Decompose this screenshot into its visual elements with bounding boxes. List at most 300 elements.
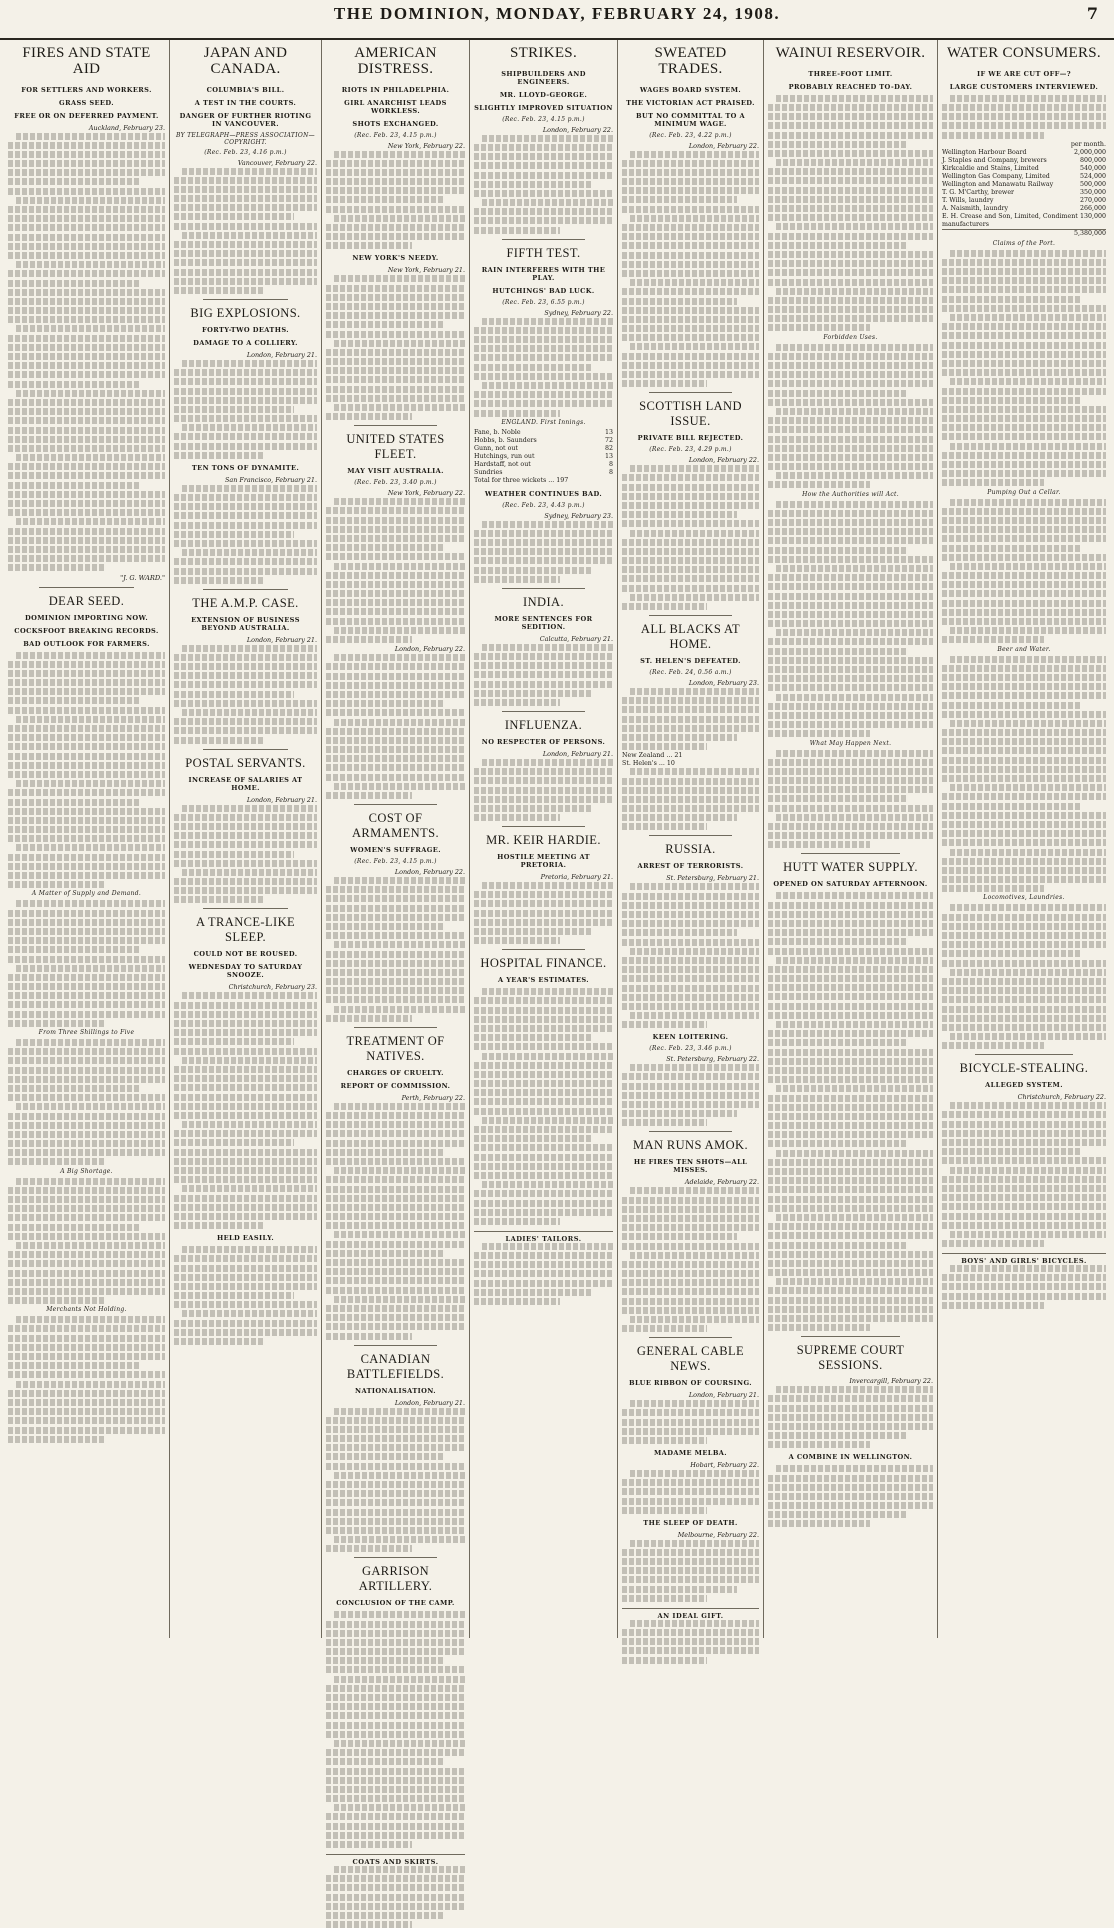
text-line bbox=[622, 893, 759, 900]
text-line bbox=[326, 1259, 465, 1266]
text-line bbox=[768, 593, 933, 600]
text-line bbox=[768, 1242, 907, 1249]
text-line bbox=[326, 691, 465, 698]
text-line bbox=[768, 712, 933, 719]
text-line bbox=[942, 1130, 1106, 1137]
text-line bbox=[174, 204, 317, 211]
text-line bbox=[942, 609, 1106, 616]
text-line bbox=[768, 1520, 870, 1527]
dateline: Sydney, February 22. bbox=[544, 308, 613, 317]
text-line bbox=[768, 1306, 933, 1313]
subheadline: NO RESPECTER OF PERSONS. bbox=[481, 737, 606, 746]
subheadline: THE SLEEP OF DEATH. bbox=[643, 1518, 738, 1527]
text-line bbox=[174, 832, 317, 839]
consumer-row bbox=[942, 165, 1106, 173]
text-line bbox=[174, 287, 263, 294]
text-line bbox=[8, 1214, 165, 1221]
text-line bbox=[174, 896, 263, 903]
article-body bbox=[768, 344, 933, 489]
article-headline: FIFTH TEST. bbox=[506, 245, 581, 260]
article-headline: HOSPITAL FINANCE. bbox=[480, 956, 607, 971]
text-line bbox=[776, 892, 933, 899]
text-line bbox=[942, 581, 1106, 588]
text-line bbox=[326, 1426, 465, 1433]
text-line bbox=[942, 1176, 1106, 1183]
text-line bbox=[768, 1196, 933, 1203]
text-line bbox=[768, 279, 933, 286]
article-body bbox=[326, 654, 465, 799]
text-line bbox=[474, 805, 591, 812]
text-line bbox=[174, 452, 263, 459]
text-line bbox=[630, 279, 759, 286]
text-line bbox=[326, 224, 465, 231]
text-line bbox=[942, 104, 1106, 111]
text-line bbox=[326, 413, 412, 420]
dateline: London, February 21. bbox=[542, 749, 613, 758]
column-water-consumers bbox=[938, 40, 1110, 1638]
text-line bbox=[8, 270, 165, 277]
text-line bbox=[768, 315, 933, 322]
text-line bbox=[768, 768, 933, 775]
text-line bbox=[334, 1472, 465, 1479]
text-line bbox=[174, 878, 317, 885]
text-line bbox=[768, 399, 933, 406]
text-line bbox=[950, 1102, 1106, 1109]
text-line bbox=[326, 1921, 412, 1928]
text-line bbox=[8, 1158, 105, 1165]
column-headline: AMERICAN DISTRESS. bbox=[354, 45, 437, 77]
text-line bbox=[622, 474, 759, 481]
text-line bbox=[630, 883, 759, 890]
text-line bbox=[630, 1316, 759, 1323]
text-line bbox=[326, 700, 443, 707]
text-line bbox=[768, 1003, 933, 1010]
text-line bbox=[768, 823, 933, 830]
dateline: London, February 21. bbox=[688, 1391, 759, 1400]
subheadline: OPENED ON SATURDAY AFTERNOON. bbox=[773, 880, 928, 889]
text-line bbox=[174, 223, 317, 230]
text-line bbox=[768, 1012, 933, 1019]
text-line bbox=[334, 877, 465, 884]
text-line bbox=[334, 719, 465, 726]
text-line bbox=[326, 764, 465, 771]
text-line bbox=[622, 1073, 759, 1080]
subheadline: A YEAR'S ESTIMATES. bbox=[497, 976, 589, 985]
section-heading: MR. LLOYD-GEORGE. bbox=[499, 90, 588, 99]
text-line bbox=[622, 224, 759, 231]
article-body bbox=[8, 1039, 165, 1165]
dateline: London, February 22. bbox=[394, 645, 465, 654]
article-body bbox=[326, 877, 465, 1022]
column-strikes bbox=[470, 40, 618, 1638]
text-line bbox=[482, 882, 613, 889]
text-line bbox=[768, 1432, 907, 1439]
text-line bbox=[326, 1015, 412, 1022]
text-line bbox=[622, 796, 759, 803]
text-line bbox=[768, 638, 933, 645]
text-line bbox=[768, 1131, 933, 1138]
text-line bbox=[334, 1866, 465, 1873]
text-line bbox=[630, 948, 759, 955]
text-line bbox=[942, 711, 1106, 718]
text-line bbox=[474, 1163, 613, 1170]
dateline: Melbourne, February 22. bbox=[677, 1530, 759, 1539]
dateline: Pretoria, February 21. bbox=[540, 873, 613, 882]
subheadline: THREE-FOOT LIMIT. bbox=[808, 69, 893, 78]
text-line bbox=[326, 321, 443, 328]
text-line bbox=[8, 289, 165, 296]
text-line bbox=[768, 417, 933, 424]
received-time: (Rec. Feb. 23, 4.22 p.m.) bbox=[649, 131, 732, 139]
text-line bbox=[326, 728, 465, 735]
text-line bbox=[326, 960, 465, 967]
article-headline: POSTAL SERVANTS. bbox=[185, 755, 306, 770]
text-line bbox=[942, 1015, 1106, 1022]
text-line bbox=[8, 1371, 165, 1378]
text-line bbox=[326, 312, 465, 319]
text-line bbox=[942, 360, 1106, 367]
text-line bbox=[334, 1408, 465, 1415]
text-line bbox=[326, 1832, 465, 1839]
text-line bbox=[474, 227, 560, 234]
text-line bbox=[334, 1006, 465, 1013]
text-line bbox=[174, 1158, 317, 1165]
text-line bbox=[950, 1231, 1106, 1238]
text-line bbox=[622, 1233, 737, 1240]
dateline: San Francisco, February 21. bbox=[225, 475, 317, 484]
text-line bbox=[8, 670, 165, 677]
text-line bbox=[334, 627, 465, 634]
text-line bbox=[8, 445, 165, 452]
article-body bbox=[622, 151, 759, 388]
text-line bbox=[768, 1030, 933, 1037]
text-line bbox=[622, 548, 759, 555]
text-line bbox=[182, 992, 317, 999]
text-line bbox=[334, 1167, 465, 1174]
text-line bbox=[16, 844, 165, 851]
subheadline: CHARGES OF CRUELTY. bbox=[347, 1068, 444, 1077]
article-body bbox=[8, 652, 165, 889]
text-line bbox=[474, 1144, 613, 1151]
text-line bbox=[776, 95, 933, 102]
text-line bbox=[942, 1157, 1106, 1164]
text-line bbox=[326, 1823, 465, 1830]
text-line bbox=[474, 1209, 613, 1216]
text-line bbox=[174, 1139, 294, 1146]
text-line bbox=[474, 919, 613, 926]
text-line bbox=[482, 644, 613, 651]
text-line bbox=[622, 325, 759, 332]
text-line bbox=[942, 1240, 1044, 1247]
ad-body bbox=[474, 1243, 613, 1305]
text-line bbox=[8, 1067, 165, 1074]
text-line bbox=[768, 537, 933, 544]
article-body bbox=[8, 133, 165, 572]
text-line bbox=[174, 681, 317, 688]
text-line bbox=[768, 1186, 933, 1193]
text-line bbox=[622, 1243, 759, 1250]
text-line bbox=[174, 1283, 317, 1290]
article-body bbox=[768, 95, 933, 332]
text-line bbox=[8, 1205, 165, 1212]
text-line bbox=[942, 803, 1080, 810]
text-line bbox=[768, 1168, 933, 1175]
column-headline: SWEATED TRADES. bbox=[654, 45, 727, 77]
text-line bbox=[768, 920, 933, 927]
subheadline: MADAME MELBA. bbox=[653, 1448, 727, 1457]
batsman-name: Hutchings, run out bbox=[474, 452, 535, 460]
score-new-zealand: New Zealand ... 21 bbox=[622, 752, 683, 760]
text-line bbox=[942, 839, 1106, 846]
text-line bbox=[474, 1108, 613, 1115]
text-line bbox=[768, 445, 933, 452]
article-headline: THE A.M.P. CASE. bbox=[192, 595, 299, 610]
text-line bbox=[8, 872, 165, 879]
text-line bbox=[768, 510, 933, 517]
text-line bbox=[8, 160, 165, 167]
text-line bbox=[942, 932, 1106, 939]
text-line bbox=[474, 1280, 613, 1287]
text-line bbox=[768, 902, 933, 909]
text-line bbox=[326, 599, 465, 606]
text-line bbox=[8, 546, 165, 553]
text-line bbox=[768, 1113, 933, 1120]
subheadline: COLUMBIA'S BILL. bbox=[206, 85, 285, 94]
text-line bbox=[622, 1567, 759, 1574]
text-line bbox=[8, 169, 165, 176]
text-line bbox=[326, 792, 412, 799]
subsection-heading: Pumping Out a Cellar. bbox=[987, 488, 1061, 496]
text-line bbox=[768, 911, 933, 918]
text-line bbox=[474, 787, 613, 794]
text-line bbox=[326, 1490, 465, 1497]
text-line bbox=[768, 1140, 907, 1147]
text-line bbox=[8, 298, 165, 305]
text-line bbox=[622, 1307, 759, 1314]
article-headline: HUTT WATER SUPPLY. bbox=[783, 860, 918, 875]
text-line bbox=[182, 869, 317, 876]
text-line bbox=[630, 1064, 759, 1071]
consumer-gallons: 270,000 bbox=[1079, 196, 1106, 204]
lead-heading: BUT NO COMMITTAL TO A MINIMUM WAGE. bbox=[636, 111, 745, 128]
text-line bbox=[622, 585, 759, 592]
subsection-heading: Forbidden Uses. bbox=[823, 333, 878, 341]
consumer-row bbox=[942, 197, 1106, 205]
subheadline: DOMINION IMPORTING NOW. bbox=[24, 613, 149, 622]
text-line bbox=[8, 789, 165, 796]
text-line bbox=[942, 923, 1106, 930]
text-line bbox=[622, 1586, 737, 1593]
text-line bbox=[942, 1121, 1106, 1128]
scorecard-row bbox=[474, 469, 613, 477]
article-body bbox=[326, 1408, 465, 1553]
ad-body bbox=[942, 1265, 1106, 1309]
text-line bbox=[326, 1722, 465, 1729]
batsman-name: Hardstaff, not out bbox=[474, 460, 531, 468]
text-line bbox=[8, 974, 165, 981]
text-line bbox=[474, 557, 613, 564]
text-line bbox=[474, 1298, 560, 1305]
text-line bbox=[8, 753, 165, 760]
text-line bbox=[174, 568, 317, 575]
text-line bbox=[474, 1034, 591, 1041]
text-line bbox=[8, 946, 140, 953]
text-line bbox=[174, 1038, 294, 1045]
text-line bbox=[630, 768, 759, 775]
text-line bbox=[768, 214, 933, 221]
text-line bbox=[326, 1323, 465, 1330]
text-line bbox=[474, 1200, 613, 1207]
text-line bbox=[326, 1213, 465, 1220]
text-line bbox=[16, 261, 165, 268]
text-line bbox=[16, 454, 165, 461]
article-headline: TREATMENT OF NATIVES. bbox=[346, 1033, 445, 1063]
text-line bbox=[326, 395, 465, 402]
text-line bbox=[16, 900, 165, 907]
text-line bbox=[474, 410, 560, 417]
text-line bbox=[622, 307, 759, 314]
dateline: London, February 22. bbox=[688, 456, 759, 465]
dateline: Invercargill, February 22. bbox=[849, 1377, 933, 1386]
text-line bbox=[942, 369, 1106, 376]
text-line bbox=[16, 965, 165, 972]
text-line bbox=[474, 336, 613, 343]
subsection-heading: Locomotives, Laundries. bbox=[983, 894, 1065, 902]
text-line bbox=[326, 1795, 465, 1802]
text-line bbox=[326, 517, 465, 524]
text-line bbox=[182, 1310, 317, 1317]
consumer-gallons: 266,000 bbox=[1079, 204, 1106, 212]
text-line bbox=[622, 787, 759, 794]
subheadline: A COMBINE IN WELLINGTON. bbox=[788, 1453, 913, 1462]
text-line bbox=[326, 1121, 465, 1128]
text-line bbox=[768, 132, 933, 139]
text-line bbox=[174, 1103, 317, 1110]
text-line bbox=[8, 1187, 165, 1194]
text-line bbox=[942, 526, 1106, 533]
text-line bbox=[174, 241, 317, 248]
text-line bbox=[8, 463, 165, 470]
text-line bbox=[8, 1140, 165, 1147]
text-line bbox=[326, 914, 465, 921]
text-line bbox=[942, 433, 1106, 440]
text-line bbox=[326, 1731, 465, 1738]
text-line bbox=[768, 528, 933, 535]
text-line bbox=[942, 1042, 1044, 1049]
text-line bbox=[174, 841, 317, 848]
text-line bbox=[942, 1213, 1106, 1220]
text-line bbox=[622, 975, 759, 982]
text-line bbox=[182, 360, 317, 367]
text-line bbox=[474, 153, 613, 160]
text-line bbox=[326, 1768, 465, 1775]
text-line bbox=[8, 316, 165, 323]
text-line bbox=[768, 463, 933, 470]
article-body bbox=[8, 900, 165, 1026]
text-line bbox=[768, 1104, 933, 1111]
text-line bbox=[326, 1287, 465, 1294]
lead-heading: DANGER OF FURTHER RIOTING IN VANCOUVER. bbox=[179, 111, 312, 128]
text-line bbox=[326, 1204, 465, 1211]
text-line bbox=[622, 716, 759, 723]
text-line bbox=[474, 1007, 613, 1014]
text-line bbox=[326, 233, 465, 240]
ad-body bbox=[622, 1620, 759, 1664]
subheadline: COCKSFOOT BREAKING RECORDS. bbox=[14, 626, 159, 635]
article-body bbox=[174, 1246, 317, 1345]
text-line bbox=[942, 747, 1106, 754]
text-line bbox=[8, 427, 165, 434]
dateline: Adelaide, February 22. bbox=[684, 1178, 759, 1187]
text-line bbox=[942, 1024, 1106, 1031]
text-line bbox=[768, 1405, 933, 1412]
text-line bbox=[622, 706, 759, 713]
text-line bbox=[16, 518, 165, 525]
text-line bbox=[326, 1749, 465, 1756]
text-line bbox=[326, 1417, 465, 1424]
text-line bbox=[622, 298, 737, 305]
text-line bbox=[8, 243, 165, 250]
text-line bbox=[326, 331, 465, 338]
text-line bbox=[630, 1400, 759, 1407]
dateline: Christchurch, February 22. bbox=[1017, 1093, 1106, 1102]
text-line bbox=[622, 242, 759, 249]
text-line bbox=[950, 1033, 1106, 1040]
text-line bbox=[474, 1218, 560, 1225]
signature: "J. G. WARD." bbox=[120, 573, 165, 582]
subheadline: IF WE ARE CUT OFF—? bbox=[976, 69, 1072, 78]
text-line bbox=[174, 1167, 317, 1174]
text-line bbox=[776, 565, 933, 572]
text-line bbox=[942, 812, 1106, 819]
text-line bbox=[16, 1242, 165, 1249]
text-line bbox=[942, 867, 1106, 874]
text-line bbox=[482, 1243, 613, 1250]
text-line bbox=[326, 1140, 465, 1147]
text-line bbox=[174, 503, 317, 510]
text-line bbox=[8, 1436, 105, 1443]
text-line bbox=[622, 1558, 759, 1565]
consumer-name: T. Wills, laundry bbox=[942, 196, 994, 204]
text-line bbox=[8, 1335, 165, 1342]
text-line bbox=[622, 178, 759, 185]
text-line bbox=[8, 688, 165, 695]
text-line bbox=[174, 1130, 317, 1137]
text-line bbox=[768, 1058, 933, 1065]
text-line bbox=[622, 814, 737, 821]
text-line bbox=[174, 1066, 317, 1073]
article-headline: INDIA. bbox=[523, 594, 564, 609]
text-line bbox=[8, 937, 165, 944]
text-line bbox=[182, 232, 317, 239]
text-line bbox=[8, 509, 165, 516]
text-line bbox=[326, 358, 465, 365]
text-line bbox=[326, 1176, 465, 1183]
text-line bbox=[8, 1122, 165, 1129]
text-line bbox=[622, 288, 759, 295]
text-line bbox=[942, 1203, 1106, 1210]
text-line bbox=[768, 390, 907, 397]
text-line bbox=[482, 988, 613, 995]
article-body bbox=[474, 882, 613, 944]
text-line bbox=[776, 501, 933, 508]
text-line bbox=[16, 1316, 165, 1323]
text-line bbox=[16, 716, 165, 723]
text-line bbox=[326, 303, 465, 310]
text-line bbox=[174, 1329, 317, 1336]
text-line bbox=[16, 1178, 165, 1185]
text-line bbox=[174, 654, 317, 661]
